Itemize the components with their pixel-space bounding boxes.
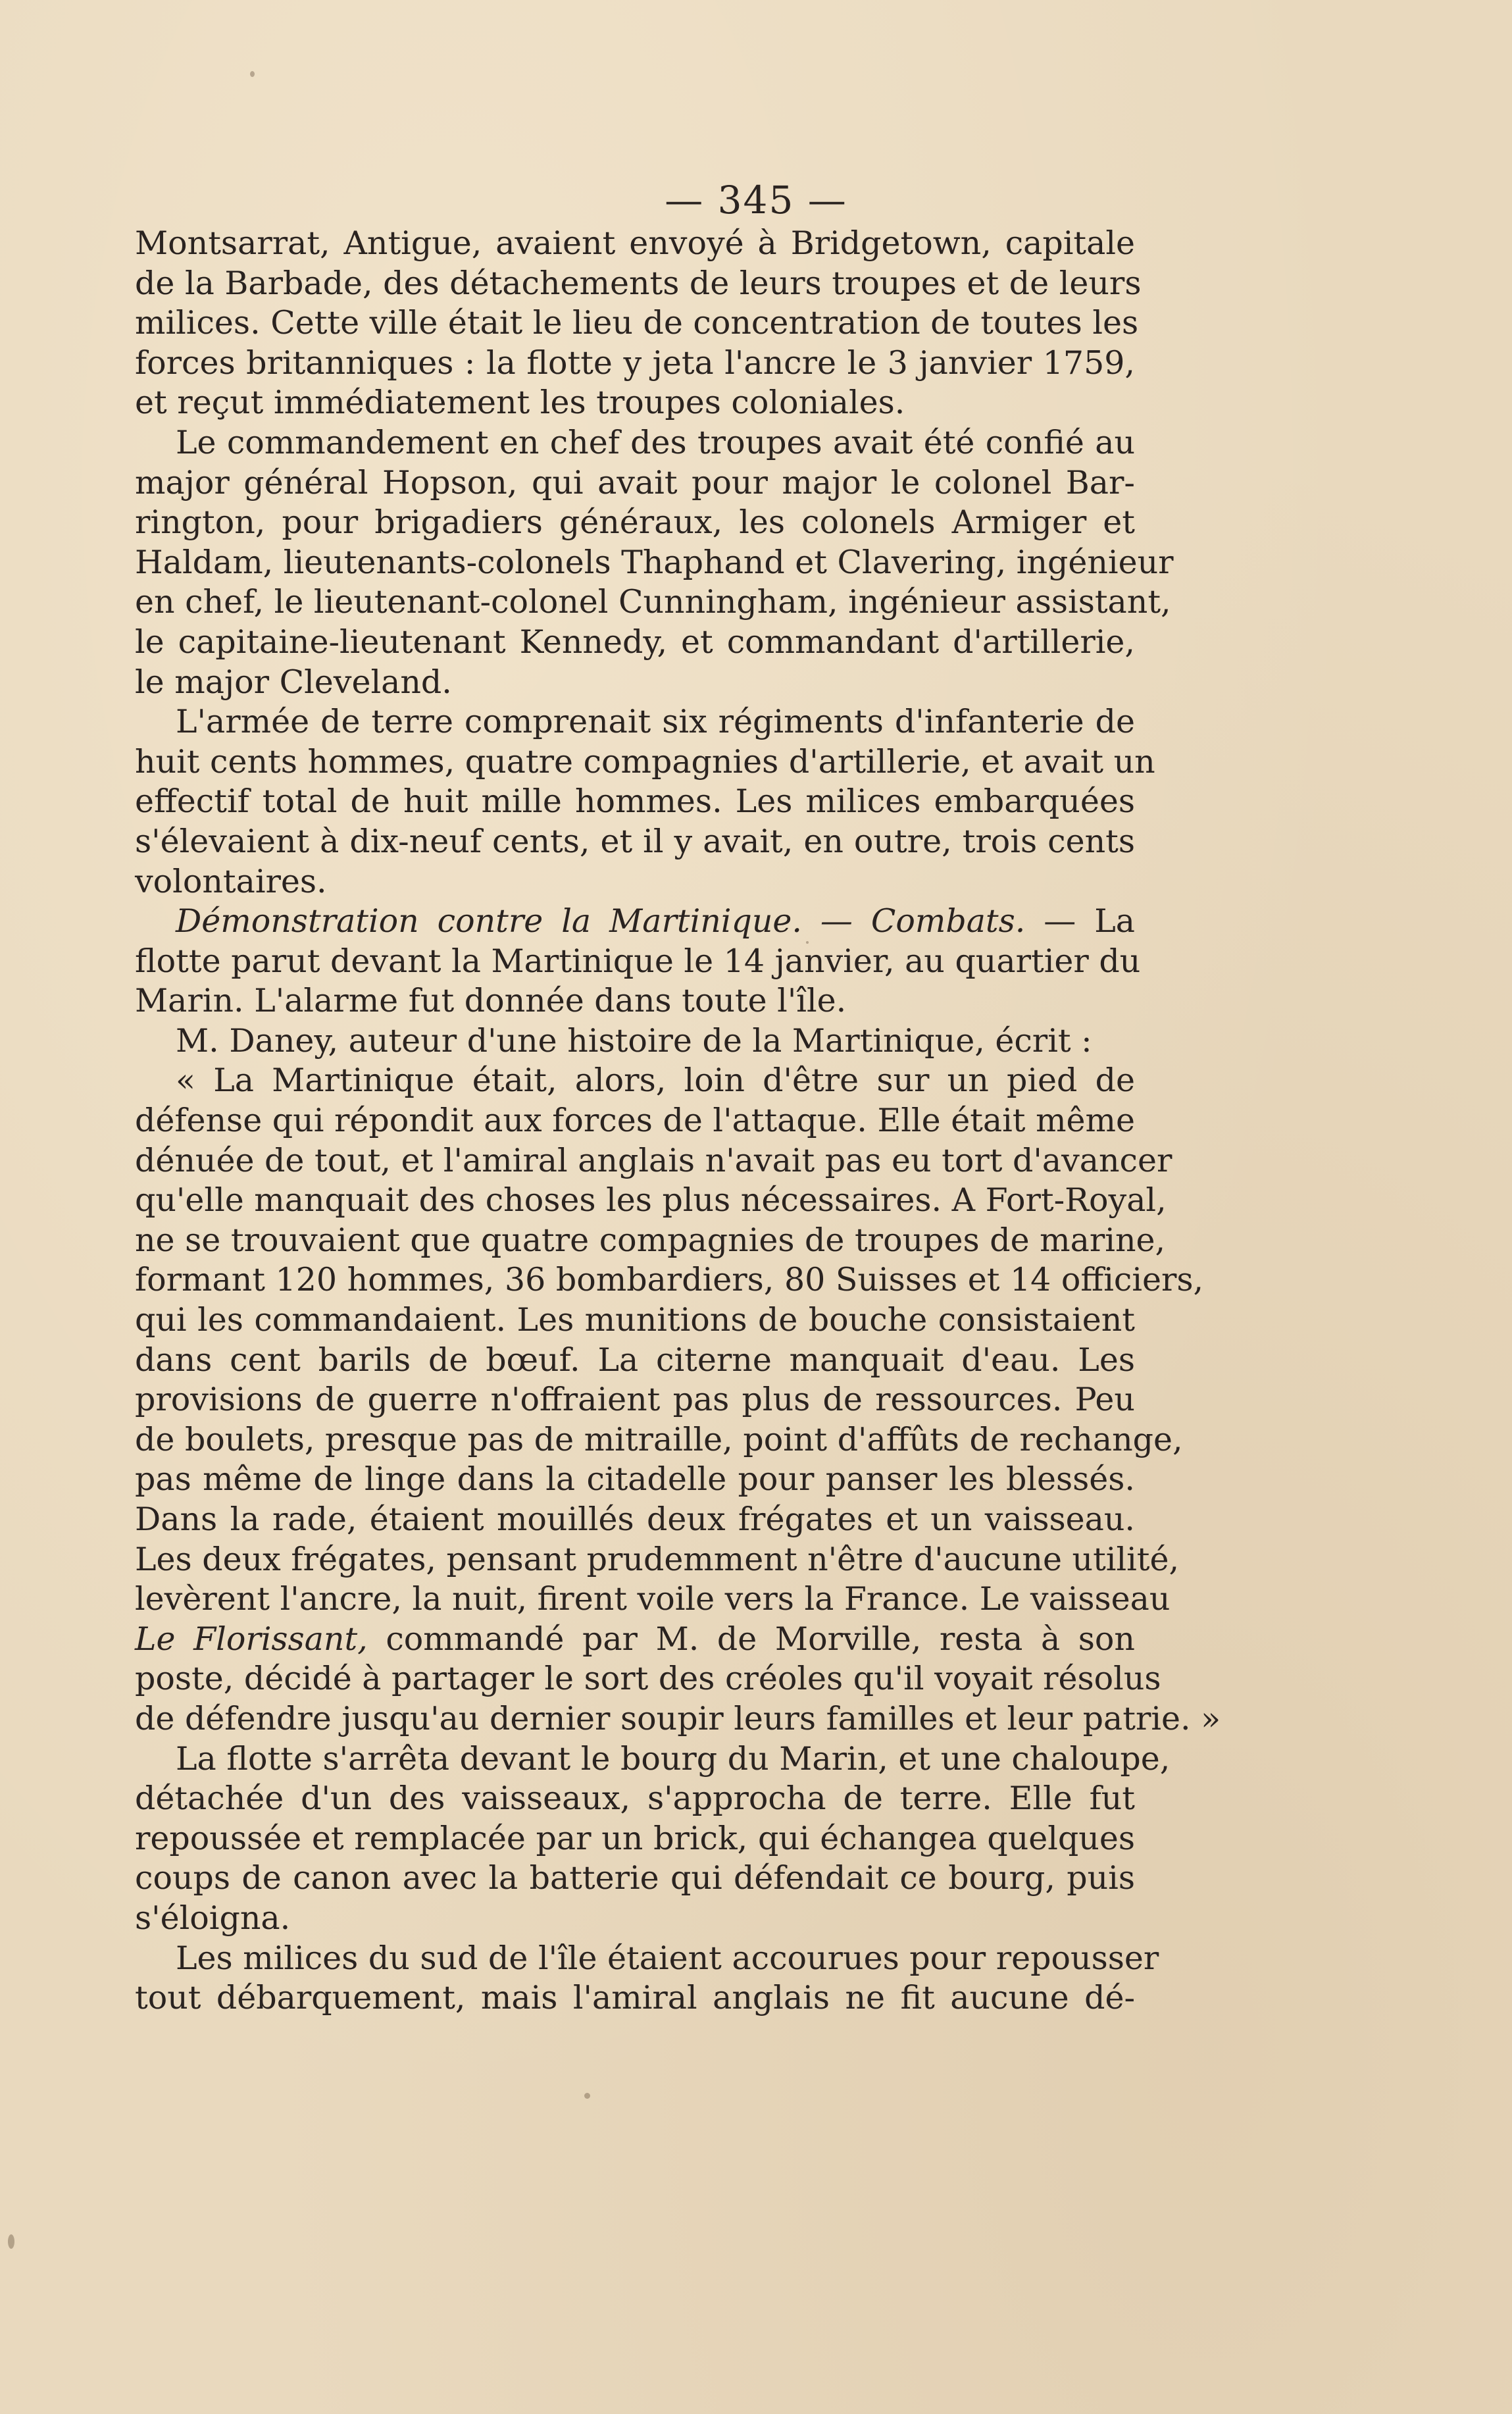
text-line: coups de canon avec la batterie qui défendait ce bourg, puis xyxy=(135,1859,1135,1897)
quote-line: poste, décidé à partager le sort des créoles qu'il voyait résolus xyxy=(135,1660,1161,1698)
text-line: M. Daney, auteur d'une histoire de la Martinique, écrit : xyxy=(176,1021,1092,1060)
text-line: s'élevaient à dix-neuf cents, et il y avait, en outre, trois cents xyxy=(135,822,1135,860)
text-line: tout débarquement, mais l'amiral anglais ne fit aucune dé- xyxy=(135,1979,1135,2017)
text-line: Marin. L'alarme fut donnée dans toute l'île. xyxy=(135,982,847,1020)
quote-line: Dans la rade, étaient mouillés deux frégates et un vaisseau. xyxy=(135,1501,1135,1538)
paper-speck xyxy=(584,2093,590,2099)
quote-line: ne se trouvaient que quatre compagnies de troupes de marine, xyxy=(135,1221,1166,1259)
text-line: milices. Cette ville était le lieu de concentration de toutes les xyxy=(135,304,1139,342)
paper-speck xyxy=(250,71,255,77)
text-line: forces britanniques : la flotte y jeta l'ancre le 3 janvier 1759, xyxy=(135,344,1135,382)
quote-line: défense qui répondit aux forces de l'attaque. Elle était même xyxy=(135,1102,1135,1140)
quote-line: pas même de linge dans la citadelle pour panser les blessés. xyxy=(135,1460,1135,1499)
section-heading-line xyxy=(135,902,1135,942)
quote-line: de défendre jusqu'au dernier soupir leurs familles et leur patrie. » xyxy=(135,1699,1221,1737)
text-line: le major Cleveland. xyxy=(135,663,452,701)
text-line: détachée d'un des vaisseaux, s'approcha de terre. Elle fut xyxy=(135,1780,1135,1818)
ship-name: Le Florissant, xyxy=(135,1620,368,1658)
text-line: Montsarrat, Antigue, avaient envoyé à Bridgetown, capitale xyxy=(135,224,1135,262)
text-line: s'éloigna. xyxy=(135,1899,291,1937)
quote-line: provisions de guerre n'offraient pas plus de ressources. Peu xyxy=(135,1381,1135,1419)
text-line: Les milices du sud de l'île étaient accourues pour repousser xyxy=(176,1939,1159,1977)
section-heading: Démonstration contre la Martinique. — Combats. xyxy=(176,902,1026,940)
page-number: — 345 — xyxy=(665,178,847,222)
text-line: volontaires. xyxy=(135,862,327,900)
text-line: et reçut immédiatement les troupes coloniales. xyxy=(135,384,905,422)
quote-line: de boulets, presque pas de mitraille, point d'affûts de rechange, xyxy=(135,1420,1183,1458)
paper-speck xyxy=(806,941,809,944)
quote-line xyxy=(135,1620,1135,1660)
heading-continuation: — La xyxy=(1025,902,1135,940)
quote-line: dans cent barils de bœuf. La citerne manquait d'eau. Les xyxy=(135,1341,1135,1379)
text-line: Haldam, lieutenants-colonels Thaphand et Clavering, ingénieur xyxy=(135,543,1174,581)
quote-line: Les deux frégates, pensant prudemment n'être d'aucune utilité, xyxy=(135,1540,1180,1578)
quote-line: qu'elle manquait des choses les plus nécessaires. A Fort-Royal, xyxy=(135,1181,1167,1220)
text-line: L'armée de terre comprenait six régiments d'infanterie de xyxy=(176,703,1135,741)
text-line: Le commandement en chef des troupes avait été confié au xyxy=(176,423,1135,461)
paper-speck xyxy=(8,2234,14,2249)
quote-line: qui les commandaient. Les munitions de bouche consistaient xyxy=(135,1301,1135,1339)
text-line: le capitaine-lieutenant Kennedy, et commandant d'artillerie, xyxy=(135,623,1135,661)
quote-line: dénuée de tout, et l'amiral anglais n'avait pas eu tort d'avancer xyxy=(135,1141,1172,1179)
quote-line: levèrent l'ancre, la nuit, firent voile vers la France. Le vaisseau xyxy=(135,1580,1171,1618)
text-line: La flotte s'arrêta devant le bourg du Marin, et une chaloupe, xyxy=(176,1739,1171,1778)
quote-continuation: commandé par M. de Morville, resta à son xyxy=(367,1620,1135,1658)
text-line: rington, pour brigadiers généraux, les colonels Armiger et xyxy=(135,503,1135,542)
text-line: de la Barbade, des détachements de leurs troupes et de leurs xyxy=(135,264,1142,302)
text-line: flotte parut devant la Martinique le 14 janvier, au quartier du xyxy=(135,942,1141,980)
text-line: repoussée et remplacée par un brick, qui échangea quelques xyxy=(135,1819,1135,1857)
body-text xyxy=(135,224,1221,2018)
text-line: effectif total de huit mille hommes. Les milices embarquées xyxy=(135,783,1135,821)
text-line: huit cents hommes, quatre compagnies d'artillerie, et avait un xyxy=(135,742,1155,781)
text-line: major général Hopson, qui avait pour major le colonel Bar- xyxy=(135,463,1135,501)
text-line: en chef, le lieutenant-colonel Cunningham, ingénieur assistant, xyxy=(135,583,1171,621)
quote-line: formant 120 hommes, 36 bombardiers, 80 Suisses et 14 officiers, xyxy=(135,1261,1204,1299)
quote-line: « La Martinique était, alors, loin d'être sur un pied de xyxy=(176,1062,1135,1100)
